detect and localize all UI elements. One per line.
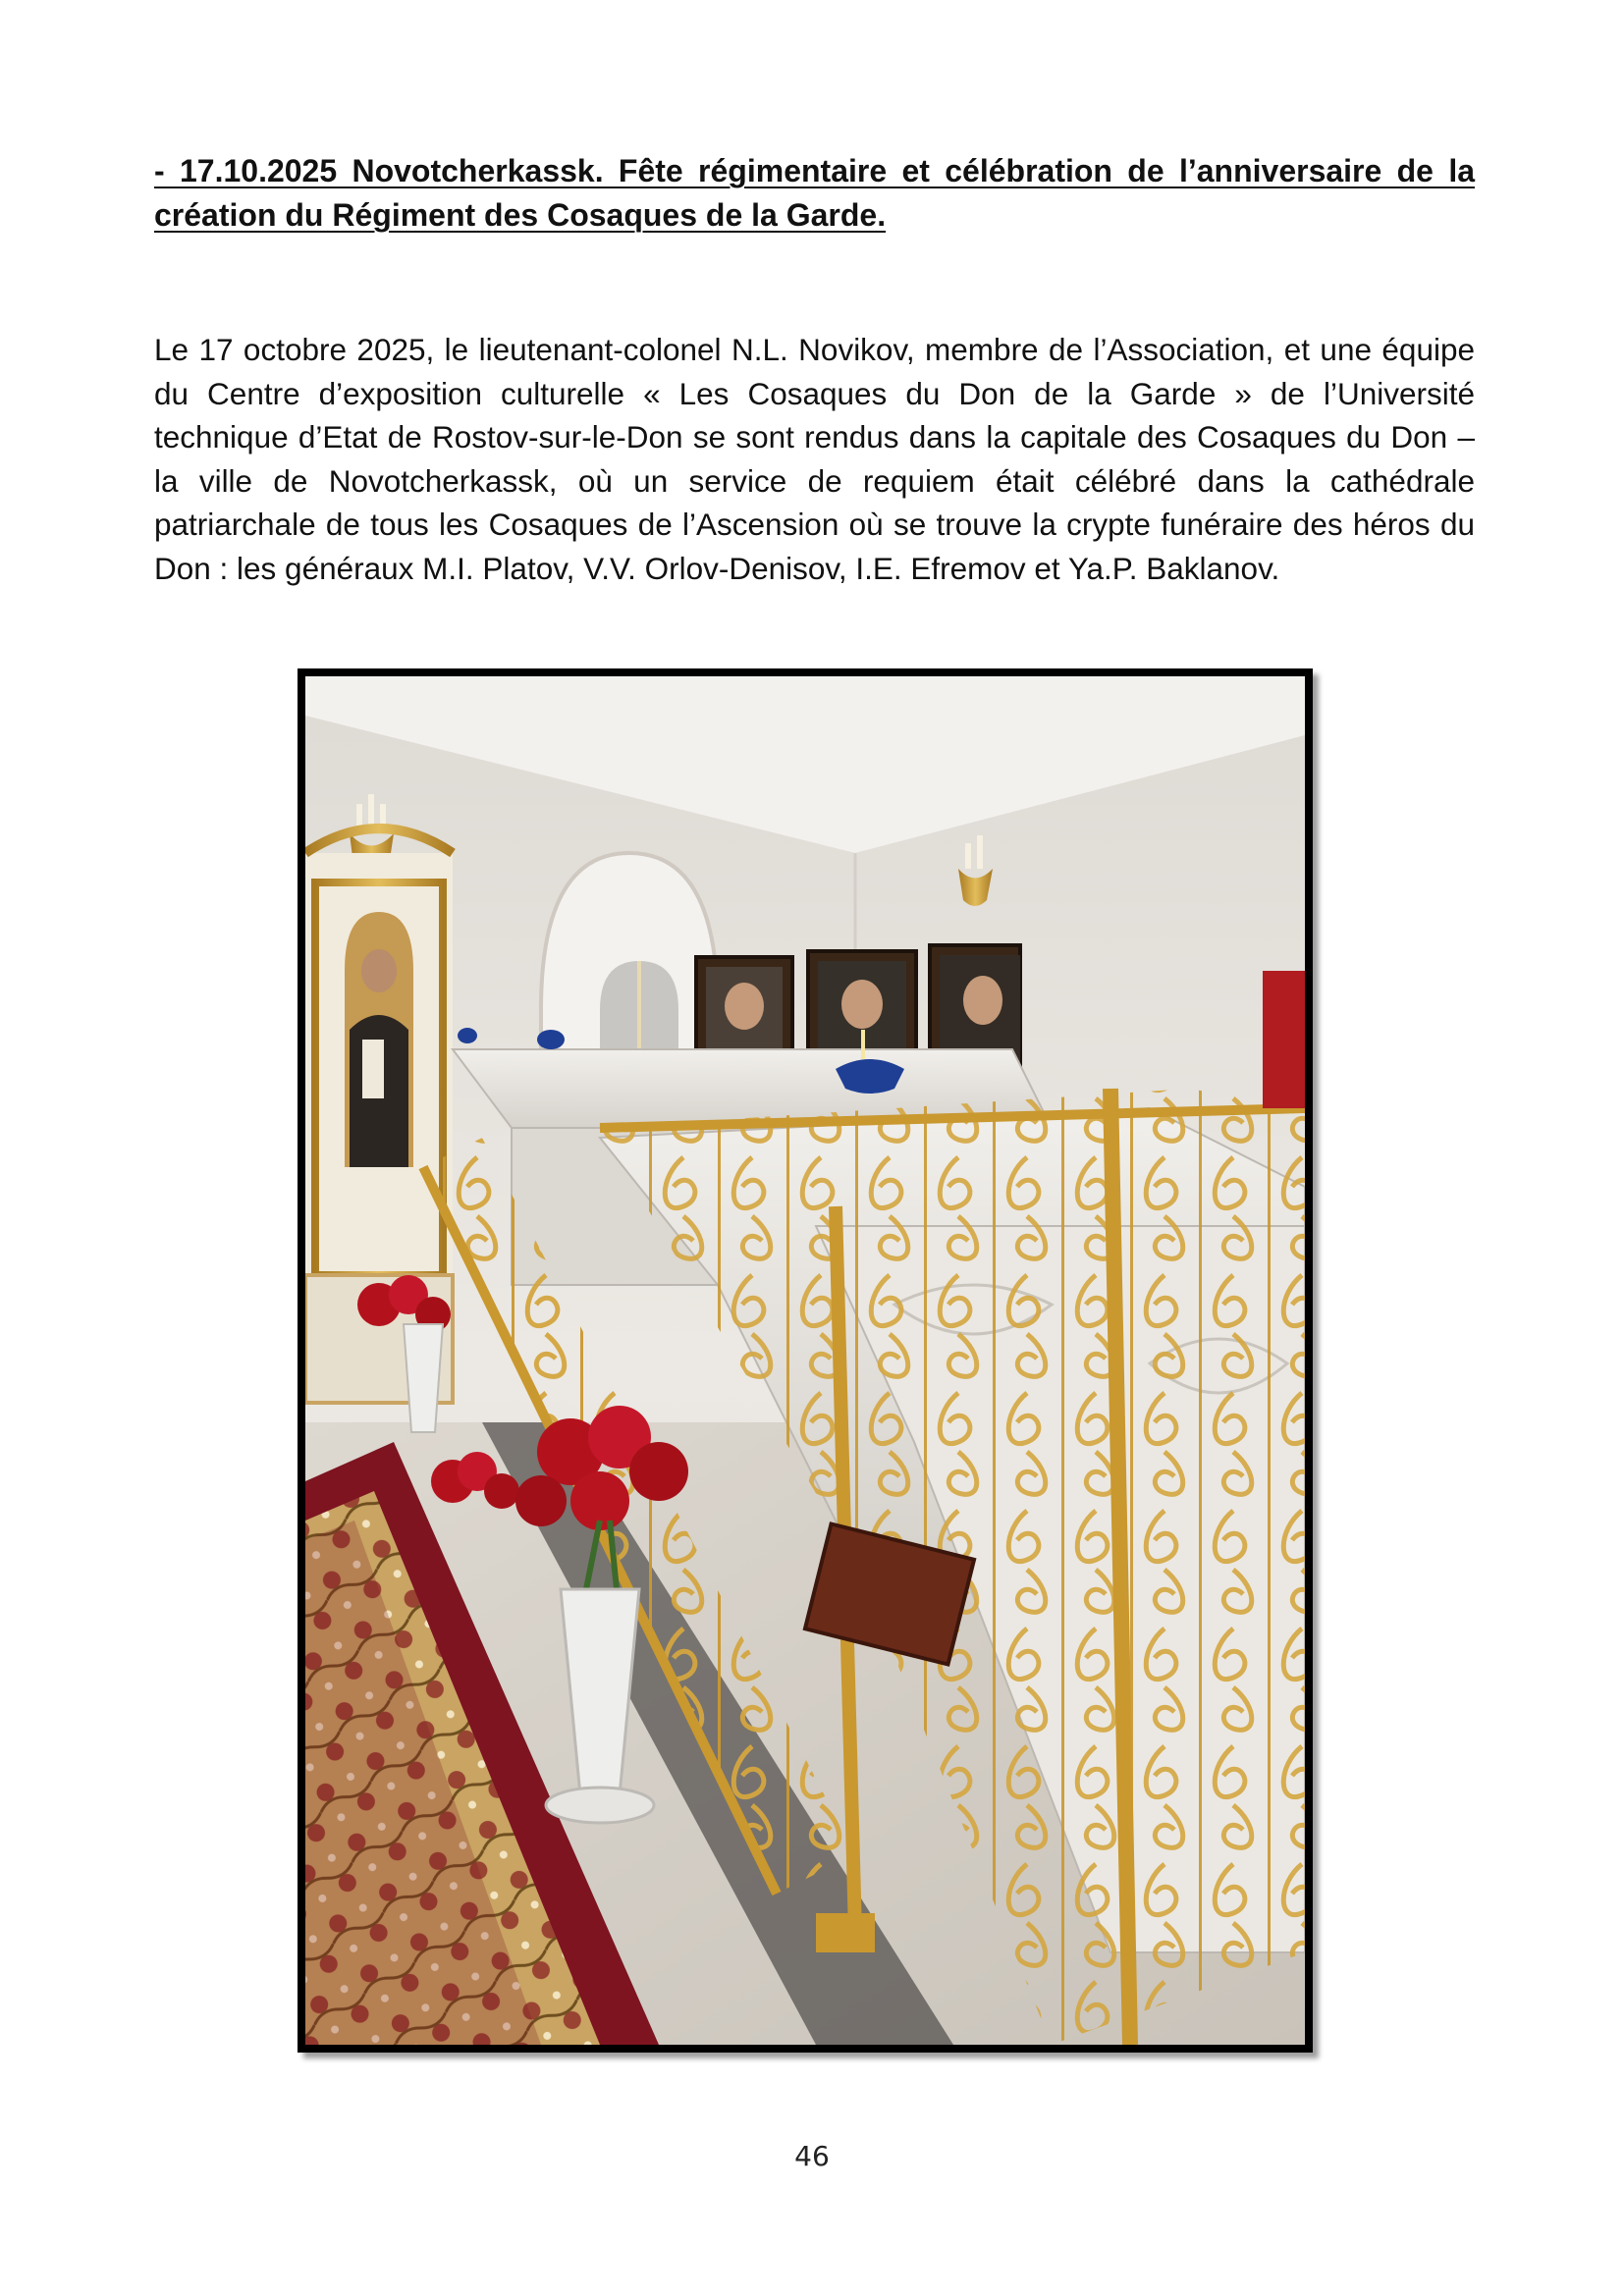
crypt-photo [298,668,1313,2053]
page-number: 46 [794,2140,830,2172]
section-heading: - 17.10.2025 Novotcherkassk. Fête régimentaire et célébration de l’anniversaire de la création du Régiment des Cosaques de la Garde. [154,153,1475,233]
body-paragraph: Le 17 octobre 2025, le lieutenant-colonel N.L. Novikov, membre de l’Association, et une équipe du Centre d’exposition culturelle « Les Cosaques du Don de la Garde » de l’Université technique d’Etat de Rostov-sur-le-Don se sont rendus dans la capitale des Cosaques du Don – la ville de Novotcherkassk, où un service de requiem était célébré dans la cathédrale patriarchale de tous les Cosaques de l’Ascension où se trouve la crypte funéraire des héros du Don : les généraux M.I. Platov, V.V. Orlov-Denisov, I.E. Efremov et Ya.P. Baklanov. [154,332,1475,586]
crypt-photo-illustration [305,676,1305,2045]
person-right [1263,971,1305,1108]
